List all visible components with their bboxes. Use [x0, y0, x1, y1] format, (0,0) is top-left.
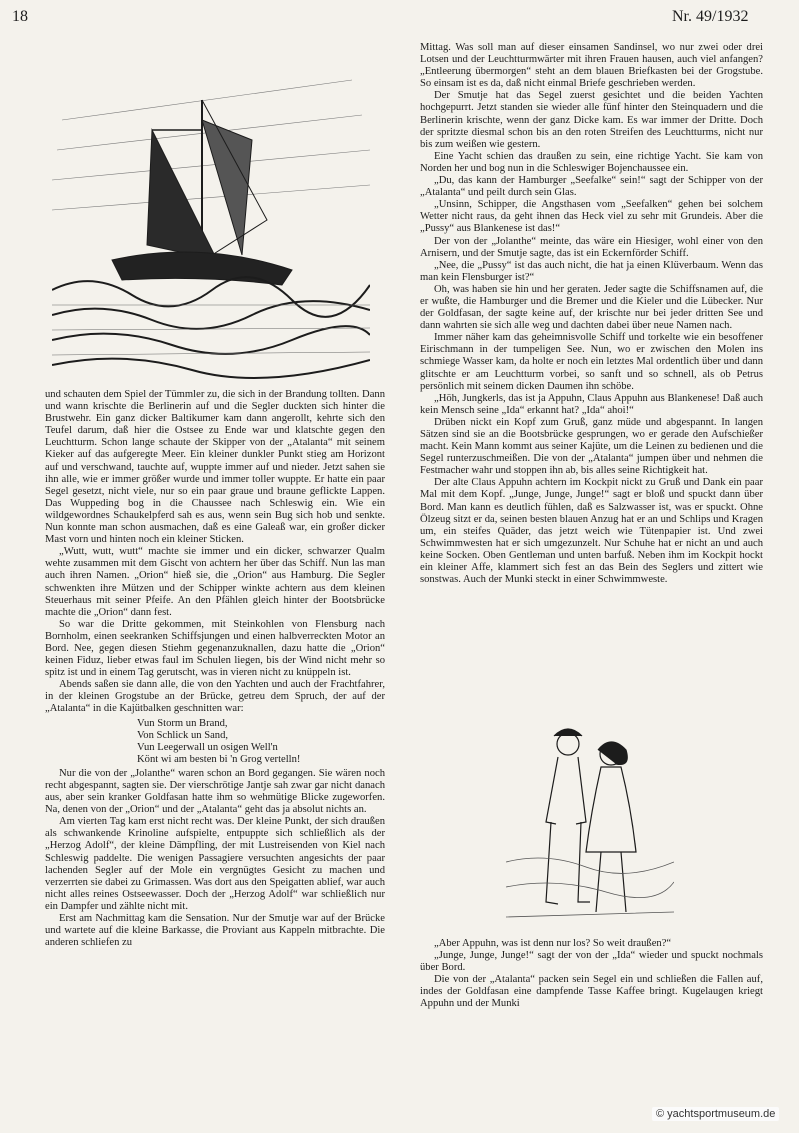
- right-paragraph: „Du, das kann der Hamburger „Seefalke“ sein!“ sagt der Schipper von der „Atalanta“ und peilt durch sein Glas.: [420, 175, 763, 199]
- left-paragraph: So war die Dritte gekommen, mit Steinkohlen von Flensburg nach Bornholm, einen seekranken Schiffsjungen und einen halbverreckten Motor an Bord. Nee, gegen diesen Stiehm gegenanzuknallen, dazu hatte die „Orion“ keinen Fiduz, lieber etwas faul im Schulen liegen, bis der Wind nicht mehr so spitz ist und in einem Tag gerutscht, was in vieren nicht zu knüppeln ist.: [45, 618, 385, 679]
- right-paragraph: „Unsinn, Schipper, die Angsthasen vom „Seefalken“ gehen bei solchem Wetter nicht raus, da geht ihnen das Heck viel zu sehr mit Grundeis. Aber die „Pussy“ aus Blankenese ist das!“: [420, 199, 763, 235]
- right-paragraph: „Nee, die „Pussy“ ist das auch nicht, die hat ja einen Klüverbaum. Wenn das man kein Flensburger ist?“: [420, 259, 763, 283]
- issue-number: Nr. 49/1932: [672, 8, 749, 25]
- left-paragraph: Am vierten Tag kam erst nicht recht was. Der kleine Punkt, der sich draußen als schwankende Krinoline aufspielte, entpuppte sich schließlich als der „Herzog Adolf“, der kleine Dämpfling, der mit Lustreisenden von Kiel nach Schleswig paddelte. Die wenigen Passagiere versuchten angesichts der paar lachenden Segler auf der Mole ein vergnügtes Gesicht zu machen und verzerrten sie dabei zu Grimassen. Was dort aus den Speigatten ablief, war auch nicht alles reines Ostseewasser. Doch der „Herzog Adolf“ war schließlich nur ein Dampfer und zählte nicht mit.: [45, 816, 385, 912]
- left-paragraph: „Wutt, wutt, wutt“ machte sie immer und ein dicker, schwarzer Qualm wehte zusammen mit dem Gischt von achtern her über das Schiff. Nun las man auch ihren Namen. „Orion“ hieß sie, die „Orion“ aus Hamburg. Die Segler schwenkten ihre Mützen und der Schipper winkte achtern aus dem kleinen Steuerhaus mit seiner Pfeife. An den Pfählen gleich hinter der Bootsbrücke machte die „Orion“ dann fest.: [45, 546, 385, 618]
- right-paragraph: Oh, was haben sie hin und her geraten. Jeder sagte die Schiffsnamen auf, die er wußte, die Hamburger und die Bremer und die Kieler und die Lübecker. Nur der Goldfasan, der sagte keine auf, der krischte nur bei jeder dritten See und dann wahrten sie sich alle weg und dachten dabei über neue Namen nach.: [420, 283, 763, 332]
- right-paragraph: „Höh, Jungkerls, das ist ja Appuhn, Claus Appuhn aus Blankenese! Daß auch kein Mensch seine „Ida“ erkannt hat? „Ida“ ahoi!“: [420, 392, 763, 416]
- left-paragraph: Nur die von der „Jolanthe“ waren schon an Bord gegangen. Sie wären noch recht abgespannt, sagten sie. Der vierschrötige Jantje sah zwar gar nicht danach aus, aber sein kranker Goldfasan hatte ihm so wehmütige Blicke zugeworfen. Na, denen von der „Orion“ und der „Atalanta“ geht das ja absolut nichts an.: [45, 767, 385, 816]
- left-paragraph: und schauten dem Spiel der Tümmler zu, die sich in der Brandung tollten. Dann und wann krischte die Berlinerin auf und die Segler duckten sich hinter die Brustwehr. Ein ganz dicker Baltikumer kam dann angerollt, kehrte sich den Teufel darum, daß hier die Ostsee zu Ende war und klatschte gegen den Leuchtturm. Schon lange schaute der Skipper von der „Atalanta“ mit seinem Kieker auf das aufgeregte Meer. Ein kleiner dunkler Punkt stieg am Horizont auf und verschwand, tauchte auf, wuppte immer auf und nieder. Jetzt sahen sie ihn alle, wie er immer größer wurde und immer toller wuppte. Er hatte ein paar Segel gesetzt, nicht viele, nur so ein paar graue und braune geflickte Lappen. Das Wuppeding bog in die Chaussee nach Schleswig ein. Wie ein wildgewordnes Schaukelpferd sah es aus, wenn sein Bug sich hob und senkte. Nun konnte man schon ausmachen, daß es eine Galeaß war, ein großer dicker Mast vorn und hinten noch ein kleiner Sticken.: [45, 389, 385, 546]
- poem-line: Vun Storm un Brand,: [137, 717, 228, 729]
- watermark: © yachtsportmuseum.de: [652, 1107, 779, 1121]
- poem-line: Könt wi am besten bi 'n Grog vertelln!: [137, 753, 301, 765]
- left-paragraph: Abends saßen sie dann alle, die von den Yachten und auch der Frachtfahrer, in der kleinen Grogstube an der Brücke, getreu dem Spruch, der auf der „Atalanta“ in die Kajütbalken geschnitten war:: [45, 679, 385, 715]
- poem-line: Vun Leegerwall un osigen Well'n: [137, 741, 278, 753]
- couple-figures-illustration: [506, 712, 674, 937]
- sailing-ship-illustration: [52, 60, 370, 380]
- right-paragraph: Der Smutje hat das Segel zuerst gesichtet und die beiden Yachten hochgepurrt. Jetzt standen sie wieder alle fünf hinter den Steinquadern und die Berlinerin krischte, wenn der ganz Dicke kam. Es war immer der Dritte. Doch der spritzte diesmal schon bis an den roten Streifen des Leuchtturms, nicht nur bis zum weißen wie gestern.: [420, 90, 763, 150]
- poem-line: Von Schlick un Sand,: [137, 729, 229, 741]
- right-paragraph: Immer näher kam das geheimnisvolle Schiff und torkelte wie ein besoffener Eirischmann in der tumpeligen See. Nun, wo er zwischen den Molen ins schmiege Wasser kam, da holte er noch ein letztes Mal ordentlich über und dann glitschte er am Leuchtturm vorbei, so sanft und so schnell, als ob Petrus persönlich mit seinem dicken Daumen ihn schöbe.: [420, 332, 763, 392]
- right-paragraph: Drüben nickt ein Kopf zum Gruß, ganz müde und abgespannt. In langen Sätzen sind sie an die Bootsbrücke gesprungen, wo er gerade den Aufschießer macht. Kein Mann kommt aus seiner Kajüte, um die Leinen zu bedienen und die Segel runterzuschmeißen. Die von der „Atalanta“ jumpen über und nehmen die Festmacher wahr und stoppen ihn ab, bis alles seine Richtigkeit hat.: [420, 416, 763, 477]
- left-column: [45, 389, 385, 949]
- right-paragraph: Der alte Claus Appuhn achtern im Kockpit nickt zu Gruß und Dank ein paar Mal mit dem Kopf. „Junge, Junge, Junge!“ sagt er bloß und spuckt dann über Bord. Man kann es deutlich fühlen, daß es Salzwasser ist, was er spuckt. Ohne Ölzeug sitzt er da, seinen besten blauen Anzug hat er an und Schlips und Kragen um, ein steifes Quäder, das jetzt weich wie Tütenpapier ist. Und zwei Schwimmwesten hat er sich umgezunzelt. Nur Schuhe hat er nicht an und auch keine Socken. Oben Gentleman und unten barfuß. Neben ihm im Kockpit hockt ein kleiner Affe, klammert sich fest an das Bein des Seglers und zittert wie sonstwas. Auch der Munki steckt in einer Schwimmweste.: [420, 477, 763, 586]
- right-paragraph: „Aber Appuhn, was ist denn nur los? So weit draußen?“: [434, 938, 672, 949]
- poem: [137, 718, 385, 766]
- right-paragraph: „Junge, Junge, Junge!“ sagt der von der „Ida“ wieder und spuckt nochmals über Bord.: [420, 950, 763, 974]
- right-paragraph: Eine Yacht schien das draußen zu sein, eine richtige Yacht. Sie kam von Norden her und bog nun in die Schleswiger Bojenchaussee ein.: [420, 150, 763, 174]
- right-column-bottom: [420, 938, 763, 1011]
- right-column: [420, 42, 763, 586]
- right-paragraph: Die von der „Atalanta“ packen sein Segel ein und schließen die Fallen auf, indes der Goldfasan eine dampfende Tasse Kaffee bringt. Kugelaugen kriegt Appuhn und der Munki: [420, 974, 763, 1010]
- left-paragraph: Erst am Nachmittag kam die Sensation. Nur der Smutje war auf der Brücke und wartete auf die kleine Barkasse, die Proviant aus Kappeln mitbrachte. Die anderen schliefen zu: [45, 913, 385, 949]
- right-paragraph: Der von der „Jolanthe“ meinte, das wäre ein Hiesiger, wohl einer von den Arnisern, und der Smutje sagte, das ist ein Eckernförder Schiff.: [420, 235, 763, 259]
- page-number: 18: [12, 8, 28, 25]
- right-paragraph: Mittag. Was soll man auf dieser einsamen Sandinsel, wo nur zwei oder drei Lotsen und der Leuchtturmwärter mit ihren Frauen hausen, auch viel anfangen? „Entleerung übermorgen“ steht an dem blauen Briefkasten bei der Grogstube. So einsam ist es da, daß nicht einmal Briefe geschrieben werden.: [420, 42, 763, 90]
